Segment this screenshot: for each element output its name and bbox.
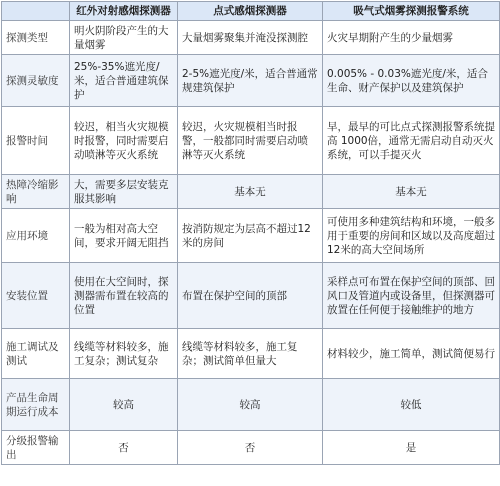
table-cell: 材料较少，施工简单，测试简便易行 [323,329,500,379]
table-cell: 基本无 [323,175,500,209]
header-infrared-beam-detector: 红外对射感烟探测器 [70,2,178,21]
table-row [2,55,500,107]
table-cell: 按消防规定为层高不超过12米的房间 [178,209,323,263]
row-label: 探测类型 [2,21,70,55]
table-cell: 否 [178,431,323,465]
table-cell: 否 [70,431,178,465]
row-label: 应用环境 [2,209,70,263]
row-label: 安装位置 [2,263,70,329]
table-row [2,431,500,465]
row-label: 产品生命周期运行成本 [2,379,70,431]
table-row [2,209,500,263]
table-cell: 25%-35%遮光度/米，适合普通建筑保护 [70,55,178,107]
table-cell: 0.005% - 0.03%遮光度/米，适合生命、财产保护以及建筑保护 [323,55,500,107]
header-row [2,2,500,21]
row-label: 探测灵敏度 [2,55,70,107]
table-row [2,175,500,209]
table-cell: 可使用多种建筑结构和环境，一般多用于重要的房间和区域以及高度超过12米的高大空间场所 [323,209,500,263]
row-label: 分级报警输出 [2,431,70,465]
table-cell: 早，最早的可比点式探测报警系统提高 1000倍，通常无需启动自动灭火系统，可以手提灭火 [323,107,500,175]
table-cell: 线缆等材料较多，施工复杂；测试简单但量大 [178,329,323,379]
table-cell: 一般为相对高大空间，要求开阔无阻挡 [70,209,178,263]
table-row [2,329,500,379]
header-point-smoke-detector: 点式感烟探测器 [178,2,323,21]
table-cell: 较高 [70,379,178,431]
header-corner [2,2,70,21]
table-cell: 采样点可布置在保护空间的顶部、回风口及管道内或设备里，但探测器可放置在任何便于接触维护的地方 [323,263,500,329]
table-row [2,107,500,175]
table-row [2,263,500,329]
table-cell: 2-5%遮光度/米，适合普通常规建筑保护 [178,55,323,107]
table-row [2,21,500,55]
table-cell: 明火阴阶段产生的大量烟雾 [70,21,178,55]
table-cell: 是 [323,431,500,465]
table-cell: 较迟，火灾规模相当时报警，一般都同时需要启动喷淋等灭火系统 [178,107,323,175]
table-cell: 使用在大空间时，探测器需布置在较高的位置 [70,263,178,329]
table-cell: 基本无 [178,175,323,209]
header-aspirating-smoke-system: 吸气式烟雾探测报警系统 [323,2,500,21]
table-cell: 线缆等材料较多，施工复杂；测试复杂 [70,329,178,379]
row-label: 施工调试及测试 [2,329,70,379]
comparison-table [1,1,500,465]
table-cell: 大量烟雾聚集并淹没探测腔 [178,21,323,55]
row-label: 报警时间 [2,107,70,175]
table-row [2,379,500,431]
table-cell: 较低 [323,379,500,431]
table-cell: 火灾早期附产生的少量烟雾 [323,21,500,55]
table-cell: 较高 [178,379,323,431]
table-cell: 较迟，相当火灾规模时报警，同时需要启动喷淋等灭火系统 [70,107,178,175]
table-cell: 布置在保护空间的顶部 [178,263,323,329]
row-label: 热障冷缩影响 [2,175,70,209]
table-cell: 大，需要多层安装克服其影响 [70,175,178,209]
